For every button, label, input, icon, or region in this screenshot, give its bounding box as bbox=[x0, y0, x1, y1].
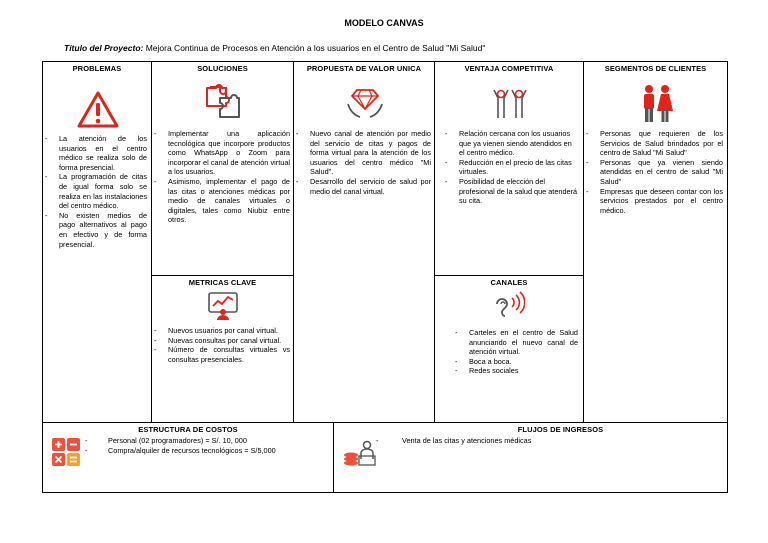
metricas-list bbox=[152, 326, 290, 364]
metricas-header: METRICAS CLAVE bbox=[188, 278, 257, 287]
list-item: - Desarrollo del servicio de salud por medio del canal virtual. bbox=[294, 177, 431, 196]
project-text: Mejora Continua de Procesos en Atención a los usuarios en el Centro de Salud "Mi Salud" bbox=[145, 43, 486, 53]
segmentos-list bbox=[584, 129, 723, 215]
list-item: - Relación cercana con los usuarios que ya vienen siendo atendidos en el centro médico. bbox=[443, 129, 579, 158]
document-title: MODELO CANVAS bbox=[344, 18, 424, 28]
canales-list bbox=[453, 328, 578, 376]
diamond-hands-icon bbox=[346, 84, 384, 120]
money-person-icon bbox=[342, 439, 376, 467]
list-item: - Personas que ya vienen siendo atendidas en el centro de salud "Mi Salud" bbox=[584, 158, 723, 187]
list-item: - La atención de los usuarios en el centro médico se realiza solo de forma presencial. bbox=[43, 134, 147, 172]
list-item: - Número de consultas virtuales vs consultas presenciales. bbox=[152, 345, 290, 364]
canales-cell bbox=[434, 275, 584, 423]
soluciones-header: SOLUCIONES bbox=[197, 64, 248, 73]
list-item: - Compra/alquiler de recursos tecnológicos = S/5,000 bbox=[83, 446, 333, 456]
calculator-icon bbox=[51, 437, 81, 467]
list-item: - No existen medios de pago alternativos al pago en efectivo y de forma presencial. bbox=[43, 211, 147, 249]
people-celebrating-icon bbox=[490, 86, 530, 120]
ingresos-header: FLUJOS DE INGRESOS bbox=[517, 425, 604, 434]
warning-triangle-icon bbox=[76, 90, 120, 130]
list-item: - Redes sociales bbox=[453, 366, 578, 376]
list-item: - Nuevos usuarios por canal virtual. bbox=[152, 326, 290, 336]
man-woman-icon bbox=[640, 84, 674, 124]
list-item: - Empresas que deseen contar con los servicios prestados por el centro médico. bbox=[584, 187, 723, 216]
ventaja-cell bbox=[434, 61, 584, 276]
ear-sound-icon bbox=[493, 290, 525, 320]
project-line bbox=[64, 43, 485, 53]
canales-header: CANALES bbox=[490, 278, 528, 287]
ventaja-list bbox=[443, 129, 579, 206]
segmentos-cell bbox=[583, 61, 728, 423]
list-item: - Posibilidad de elección del profesional de la salud que atenderá su cita. bbox=[443, 177, 579, 206]
ventaja-header: VENTAJA COMPETITIVA bbox=[464, 64, 554, 73]
problemas-list bbox=[43, 134, 147, 249]
list-item: - Reducción en el precio de las citas virtuales. bbox=[443, 158, 579, 177]
problemas-header: PROBLEMAS bbox=[72, 64, 122, 73]
list-item: - Implementar una aplicación tecnológica que incorpore productos como WhatsApp o Zoom para incorporar el canal de atención virtual a los usuarios. bbox=[152, 129, 290, 177]
list-item: - Boca a boca. bbox=[453, 357, 578, 367]
ingresos-cell bbox=[333, 422, 728, 493]
ingresos-list bbox=[374, 436, 724, 446]
list-item: - Carteles en el centro de Salud anunciando el nuevo canal de atención virtual. bbox=[453, 328, 578, 357]
list-item: - La programación de citas de igual forma solo se realiza en las instalaciones del centro médico. bbox=[43, 172, 147, 210]
segmentos-header: SEGMENTOS DE CLIENTES bbox=[604, 64, 707, 73]
puzzle-icon bbox=[204, 84, 242, 120]
costos-header: ESTRUCTURA DE COSTOS bbox=[138, 425, 238, 434]
soluciones-list bbox=[152, 129, 290, 225]
propuesta-list bbox=[294, 129, 431, 196]
list-item: - Venta de las citas y atenciones médicas bbox=[374, 436, 724, 446]
problemas-cell bbox=[42, 61, 152, 423]
list-item: - Personal (02 programadores) = S/. 10, 000 bbox=[83, 436, 333, 446]
propuesta-cell bbox=[293, 61, 435, 423]
analytics-person-icon bbox=[206, 290, 240, 320]
costos-cell bbox=[42, 422, 334, 493]
list-item: - Personas que requieren de los Servicios de Salud brindados por el centro de Salud "Mi Salud" bbox=[584, 129, 723, 158]
propuesta-header: PROPUESTA DE VALOR UNICA bbox=[306, 64, 422, 73]
project-label: Título del Proyecto: bbox=[64, 43, 144, 53]
soluciones-cell bbox=[151, 61, 294, 276]
list-item: - Nuevo canal de atención por medio del servicio de citas y pagos de forma virtual para la atención de los usuarios del centro médico "Mi Salud". bbox=[294, 129, 431, 177]
metricas-cell bbox=[151, 275, 294, 423]
costos-list bbox=[83, 436, 333, 455]
list-item: - Asimismo, implementar el pago de las citas o atenciones médicas por medio de canales virtuales o digitales, tales como Niubiz entre otros. bbox=[152, 177, 290, 225]
list-item: - Nuevas consultas por canal virtual. bbox=[152, 336, 290, 346]
